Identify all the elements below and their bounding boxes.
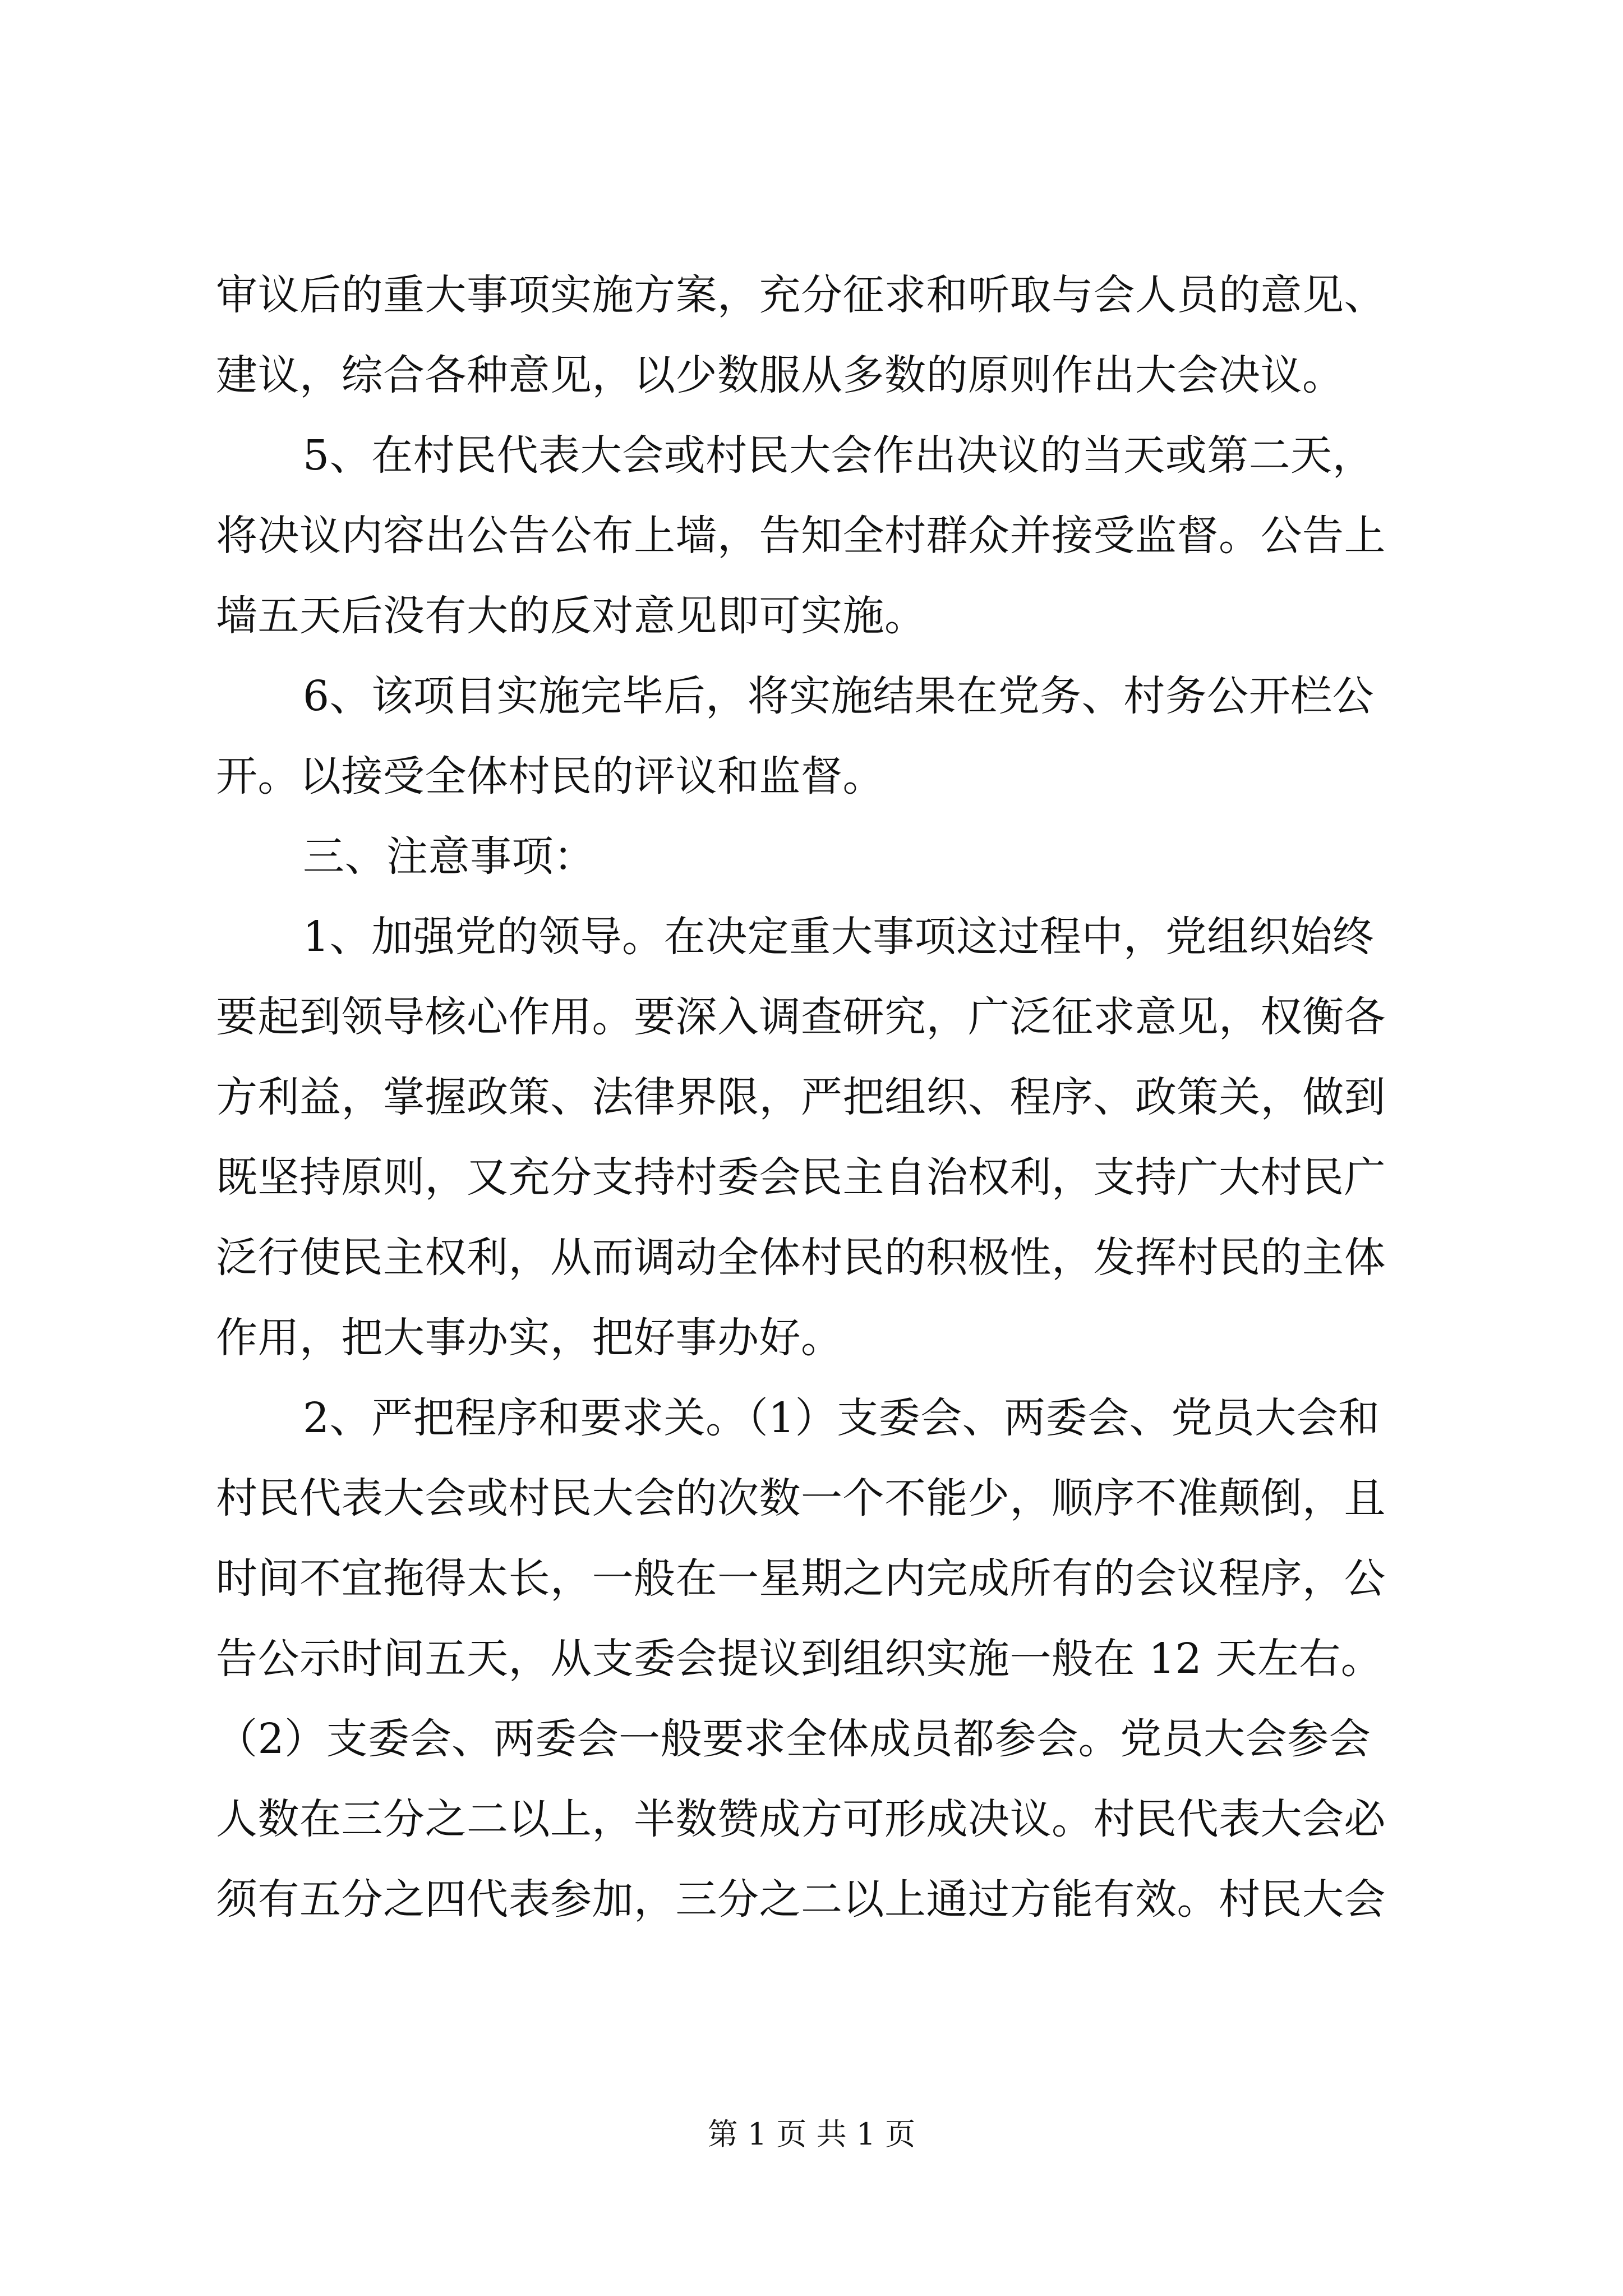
text-line-15: 2、严把程序和要求关。（1）支委会、两委会、党员大会和	[303, 1394, 1380, 1442]
text-line-6: 6、该项目实施完毕后，将实施结果在党务、村务公开栏公	[303, 672, 1375, 720]
text-line-21: 须有五分之四代表参加，三分之二以上通过方能有效。村民大会	[216, 1875, 1386, 1924]
text-line-16: 村民代表大会或村民大会的次数一个不能少，顺序不准颠倒，且	[216, 1474, 1386, 1522]
text-line-14: 作用，把大事办实，把好事办好。	[216, 1314, 843, 1362]
text-line-17: 时间不宜拖得太长，一般在一星期之内完成所有的会议程序，公	[216, 1554, 1386, 1603]
text-line-18: 告公示时间五天，从支委会提议到组织实施一般在 12 天左右。	[216, 1635, 1383, 1683]
text-line-19: （2）支委会、两委会一般要求全体成员都参会。党员大会参会	[216, 1715, 1371, 1763]
text-line-3: 5、在村民代表大会或村民大会作出决议的当天或第二天，	[303, 431, 1375, 480]
text-line-4: 将决议内容出公告公布上墙，告知全村群众并接受监督。公告上	[216, 512, 1386, 560]
text-line-20: 人数在三分之二以上，半数赞成方可形成决议。村民代表大会必	[216, 1795, 1386, 1843]
page-footer	[0, 2115, 1623, 2154]
page-number: 第 1 页 共 1 页	[707, 2116, 916, 2152]
text-line-10: 要起到领导核心作用。要深入调查研究，广泛征求意见，权衡各	[216, 993, 1386, 1041]
text-line-1: 审议后的重大事项实施方案，充分征求和听取与会人员的意见、	[216, 271, 1386, 319]
text-line-9: 1、加强党的领导。在决定重大事项这过程中，党组织始终	[303, 913, 1375, 961]
text-line-2: 建议，综合各种意见，以少数服从多数的原则作出大会决议。	[216, 351, 1344, 399]
text-line-5: 墙五天后没有大的反对意见即可实施。	[216, 592, 926, 640]
document-body	[216, 255, 1433, 1940]
text-line-12: 既坚持原则，又充分支持村委会民主自治权利，支持广大村民广	[216, 1153, 1386, 1202]
text-line-11: 方利益，掌握政策、法律界限，严把组织、程序、政策关，做到	[216, 1073, 1386, 1121]
text-line-13: 泛行使民主权利，从而调动全体村民的积极性，发挥村民的主体	[216, 1234, 1386, 1282]
text-line-7: 开。以接受全体村民的评议和监督。	[216, 752, 884, 800]
section-heading: 三、注意事项：	[303, 832, 596, 881]
